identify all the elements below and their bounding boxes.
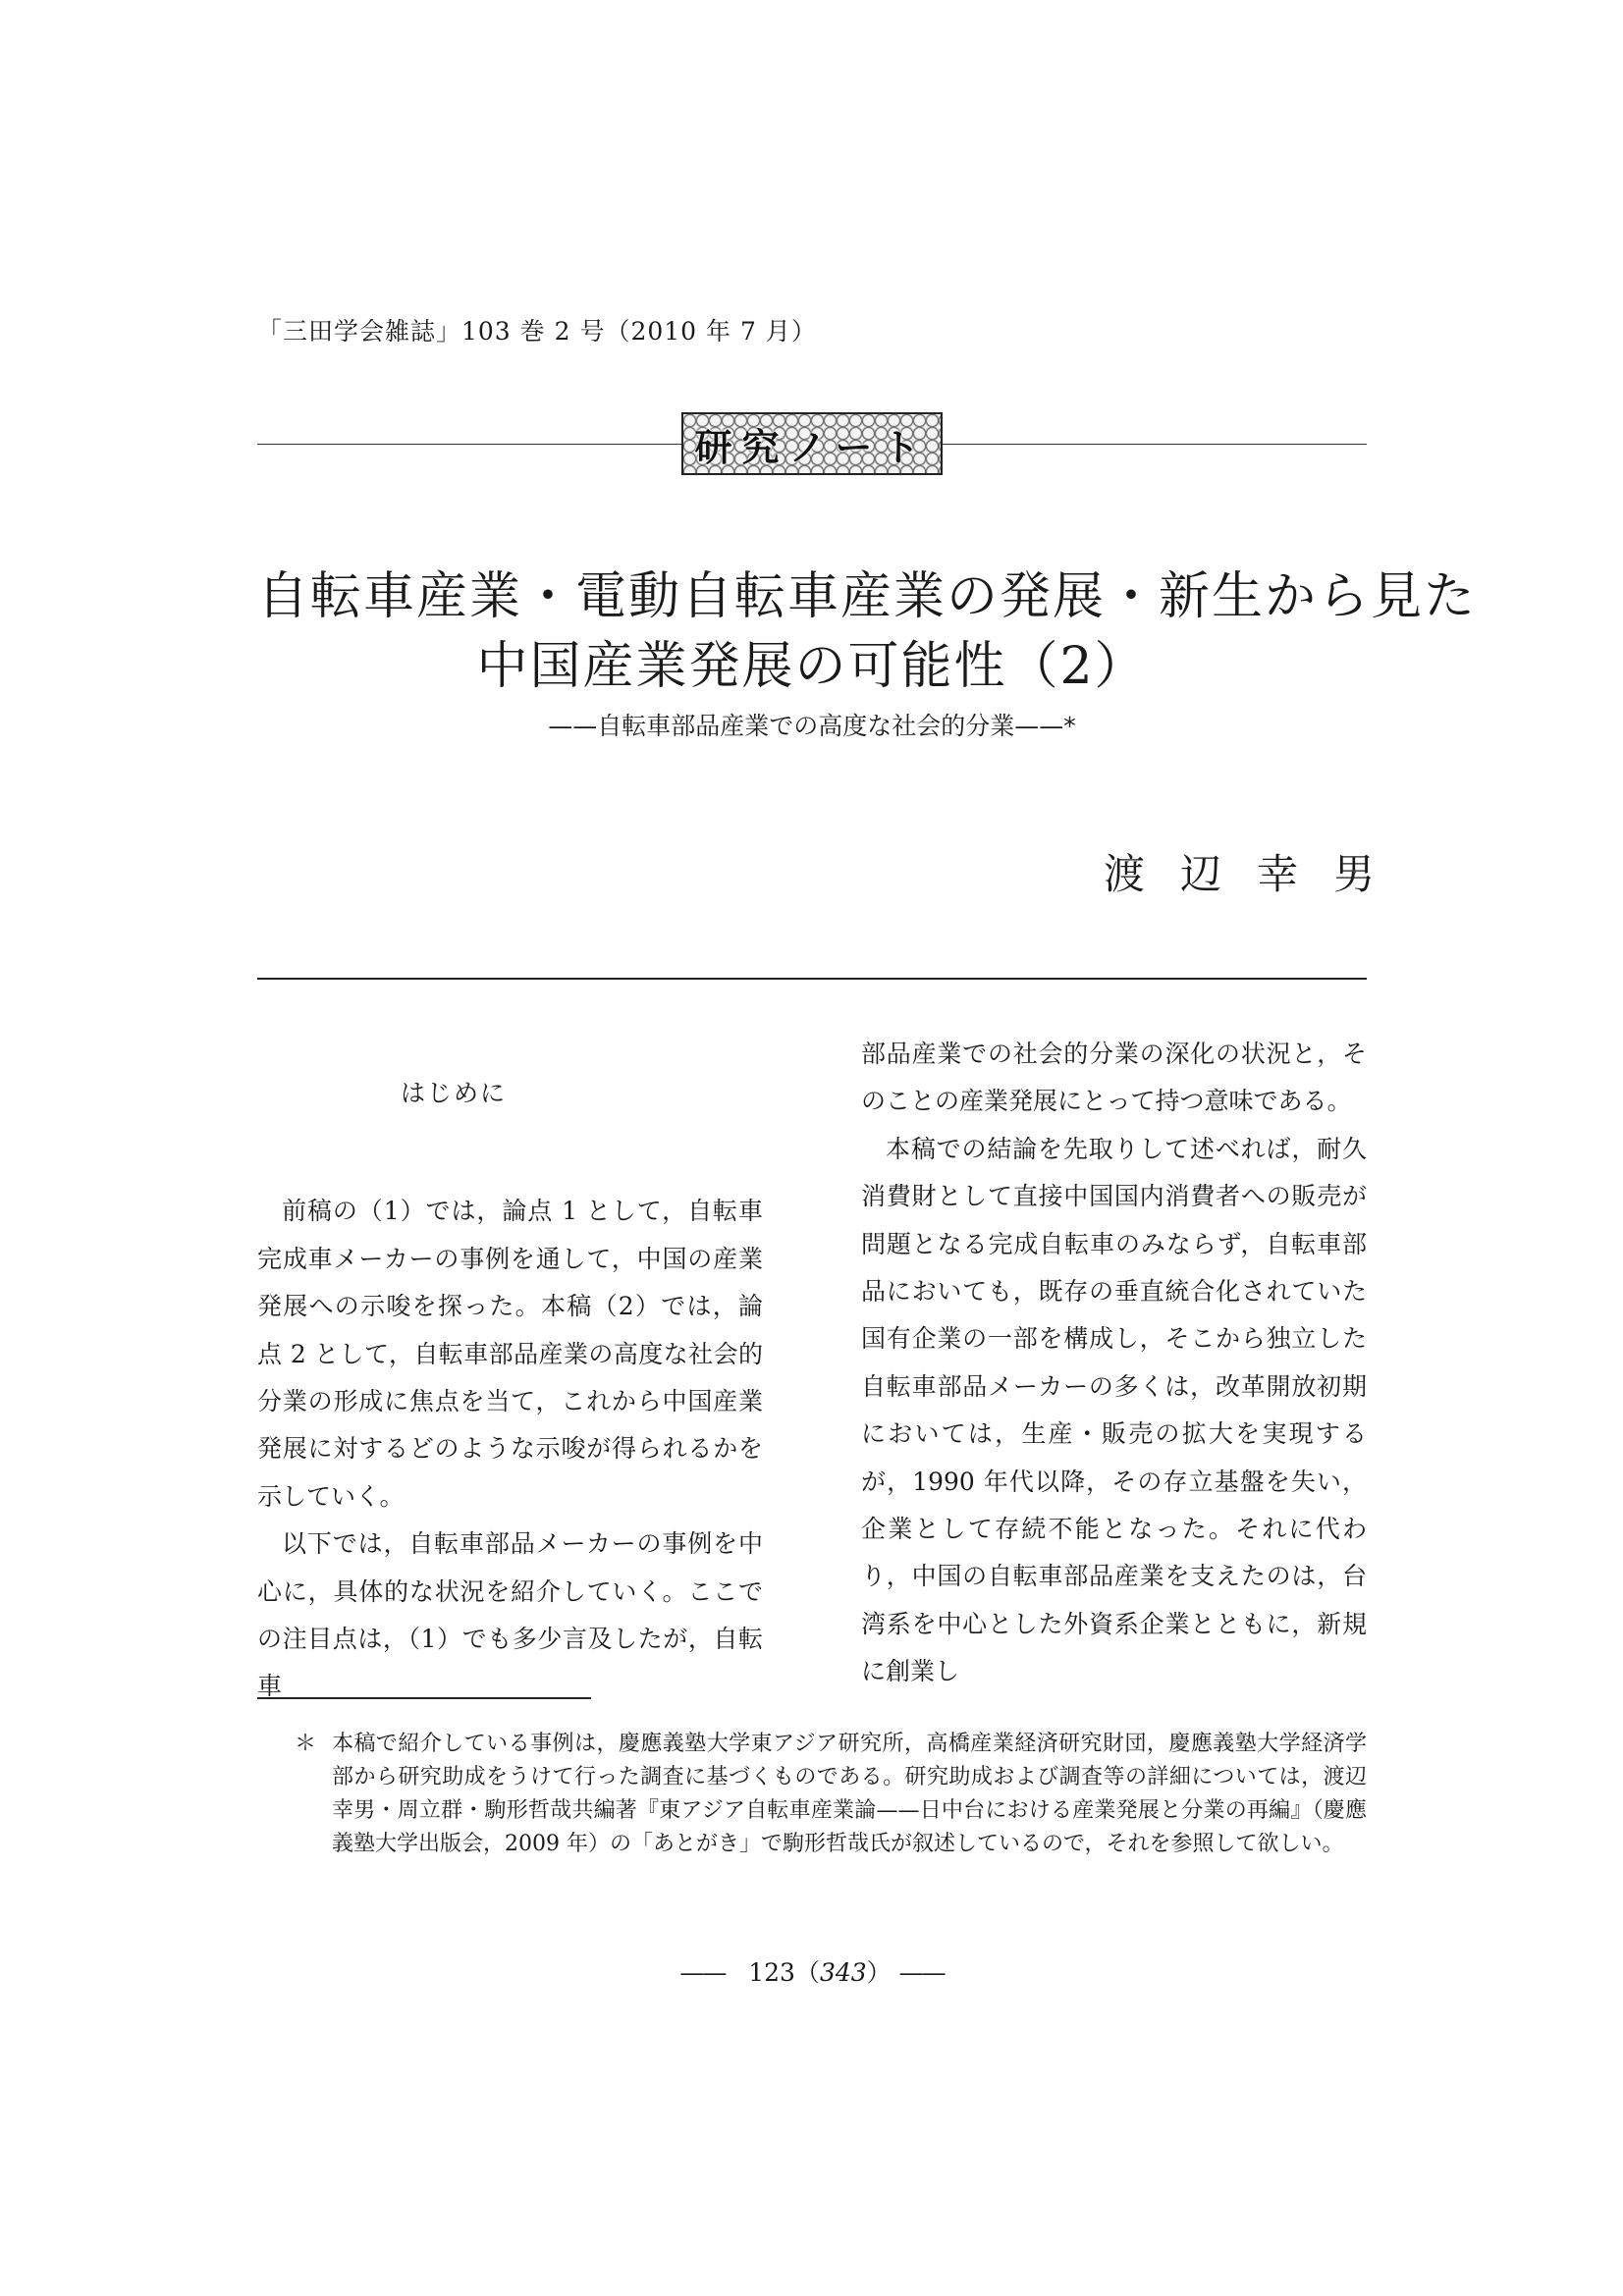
header-rule-left <box>257 444 681 445</box>
body-paragraph: 前稿の（1）では，論点 1 として，自転車完成車メーカーの事例を通して，中国の産業発展への示唆を探った。本稿（2）では，論点 2 として，自転車部品産業の高度な社会的分業の形成に焦点を当て，これから中国産業発展に対するどのような示唆が得られるかを示していく。 <box>257 1197 763 1511</box>
title-divider-rule <box>257 978 1367 980</box>
footnote-rule <box>257 1697 591 1699</box>
article-title-line-2: 中国産業発展の可能性（2） <box>476 637 1148 696</box>
page-number-original: 343 <box>819 1958 867 1987</box>
section-label-badge <box>681 412 943 475</box>
article-subtitle: ——自転車部品産業での高度な社会的分業——* <box>548 712 1076 740</box>
footnote <box>257 1728 1367 1861</box>
body-paragraph: 部品産業での社会的分業の深化の状況と，そのことの産業発展にとって持つ意味である。 <box>861 1040 1367 1116</box>
section-heading: はじめに <box>400 1079 507 1107</box>
article-title-line-1: 自転車産業・電動自転車産業の発展・新生から見た <box>257 567 1478 626</box>
footnote-mark: ＊ <box>295 1732 317 1756</box>
journal-header: 「三田学会雑誌」103 巻 2 号（2010 年 7 月） <box>257 317 817 346</box>
page-number-dash-left: —— <box>679 1958 726 1987</box>
body-paragraph: 以下では，自転車部品メーカーの事例を中心に，具体的な状況を紹介していく。ここでの注目点は，（1）でも多少言及したが，自転車 <box>257 1529 763 1701</box>
body-column-left <box>257 1070 763 1711</box>
page-number: —— 123（343） —— <box>679 1958 945 1987</box>
body-column-right <box>861 1031 1367 1696</box>
section-label: 研究ノート <box>694 425 930 469</box>
body-paragraph: 本稿での結論を先取りして述べれば，耐久消費財として直接中国国内消費者への販売が問題となる完成自転車のみならず，自転車部品においても，既存の垂直統合化されていた国有企業の一部を構成し，そこから独立した自転車部品メーカーの多くは，改革開放初期においては，生産・販売の拡大を実現するが，1990 年代以降，その存立基盤を失い，企業として存続不能となった。それに代わり，中国の自転車部品産業を支えたのは，台湾系を中心とした外資系企業とともに，新規に創業し <box>861 1134 1367 1686</box>
page-number-dash-right: —— <box>898 1958 945 1987</box>
page-number-current: 123 <box>748 1958 795 1987</box>
header-rule-right <box>943 444 1367 445</box>
author-name: 渡辺幸男 <box>1103 850 1410 898</box>
footnote-text: 本稿で紹介している事例は，慶應義塾大学東アジア研究所，高橋産業経済研究財団，慶應義塾大学経済学部から研究助成をうけて行った調査に基づくものである。研究助成および調査等の詳細については，渡辺幸男・周立群・駒形哲哉共編著『東アジア自転車産業論——日中台における産業発展と分業の再編』（慶應義塾大学出版会，2009 年）の「あとがき」で駒形哲哉氏が叙述しているので，それを参照して欲しい。 <box>332 1732 1367 1856</box>
